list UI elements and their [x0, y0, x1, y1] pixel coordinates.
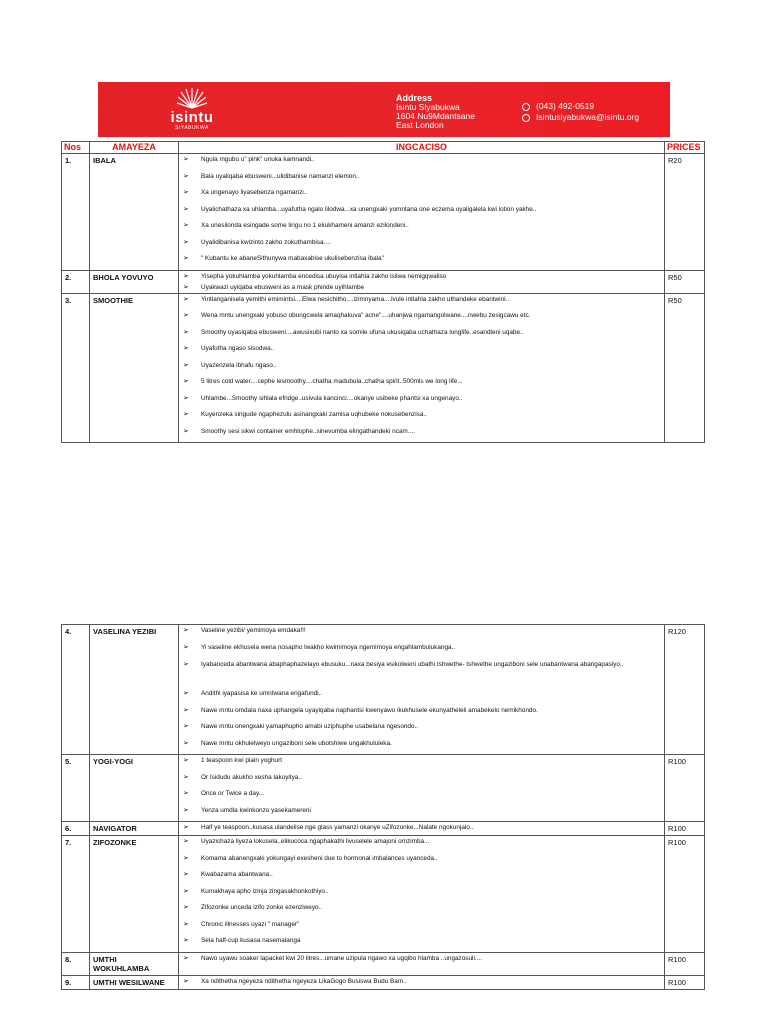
product-price: R100	[665, 836, 705, 953]
sunburst-icon	[176, 86, 208, 110]
column-header-amayeza: AMAYEZA	[90, 142, 179, 154]
column-header-prices: PRICES	[665, 142, 705, 154]
bullet-arrow-icon: ➢	[183, 272, 189, 280]
list-item	[179, 154, 664, 171]
product-price: R50	[665, 270, 705, 293]
bullet-arrow-icon: ➢	[183, 283, 189, 291]
bullet-arrow-icon: ➢	[183, 904, 189, 911]
list-item-text: Half ye teaspoon..kusasa ulandelise nge glass yamanzi okanye uZifozonke...Nalate ngokunjalo..	[201, 824, 474, 831]
list-item	[179, 187, 664, 204]
list-item-text: Bala uyaliqaba ebusweni...ulidibanise namanzi elemon..	[201, 172, 360, 180]
product-price: R100	[665, 755, 705, 822]
list-item-text: Nawo uyawu soaker lapacket kwi 20 litres...umane uzipula ngawo xa ugqibo hlamba ..ungazosuli....	[201, 954, 482, 962]
list-item-text: Smoothy sesi sikwi container emhlophe..sinevumba elingathandeki ncam....	[201, 427, 415, 435]
logo-subtitle: SIYABUKWA	[175, 125, 209, 131]
bullet-arrow-icon: ➢	[183, 427, 189, 435]
list-item-text: Xa ndithetha ngeyeza ndithetha ngeyeza LikaGogo Busiswa Budu Bam..	[201, 977, 407, 985]
bullet-arrow-icon: ➢	[183, 255, 189, 262]
list-item	[179, 376, 664, 393]
address-line: Isintu Siyabukwa	[396, 102, 460, 112]
list-item-text: 1 teaspoon kwi plain yoghurt	[201, 757, 283, 764]
description-list	[179, 271, 664, 293]
list-item-text: Zifozonke unceda izifo zonke ezenziweyo..	[201, 904, 323, 911]
list-item	[179, 688, 664, 705]
bullet-arrow-icon: ➢	[183, 205, 189, 213]
address-line: East London	[396, 120, 444, 130]
bullet-arrow-icon: ➢	[183, 824, 189, 831]
list-item	[179, 953, 664, 964]
list-item	[179, 360, 664, 377]
bullet-arrow-icon: ➢	[183, 806, 189, 814]
product-number: 2.	[62, 270, 90, 293]
list-item-text: Uyafutha ngaso sisodwa..	[201, 345, 275, 352]
description-list	[179, 836, 664, 952]
list-item	[179, 755, 664, 772]
table-body	[62, 154, 705, 443]
list-item	[179, 935, 664, 952]
product-number: 4.	[62, 625, 90, 755]
list-item-text: 5 litres cold water....cephe lesmoothy....chatha madubula..chatha spirit..500mls we long life...	[201, 378, 463, 385]
list-item	[179, 705, 664, 722]
bullet-arrow-icon: ➢	[183, 977, 189, 985]
table-row	[62, 952, 705, 975]
list-item	[179, 976, 664, 987]
bullet-arrow-icon: ➢	[183, 723, 189, 730]
product-name: VASELINA YEZIBI	[90, 625, 179, 755]
bullet-arrow-icon: ➢	[183, 411, 189, 418]
bullet-arrow-icon: ➢	[183, 838, 189, 845]
list-item	[179, 220, 664, 237]
bullet-arrow-icon: ➢	[183, 394, 189, 402]
description-list	[179, 294, 664, 443]
bullet-arrow-icon: ➢	[183, 312, 189, 319]
list-item-text: Once or Twice a day...	[201, 790, 264, 797]
phone-number: (043) 492-0519	[536, 101, 595, 111]
table-row	[62, 822, 705, 836]
list-item	[179, 171, 664, 188]
list-item	[179, 822, 664, 833]
list-item-text: Andithi iyapasisa ke umntwana engafundi..	[201, 690, 323, 697]
list-item-text: Nawe mntu omdala naxa uphangela uyayiqaba naphantsi kwenyawo ikukhusele ekunyatheleli amabekelo nemikhondo.	[201, 706, 538, 714]
product-number: 6.	[62, 822, 90, 836]
list-item-text: Ngula mgubo u" pink" unuka kamnandi..	[201, 156, 315, 163]
product-name: SMOOTHIE	[90, 293, 179, 443]
table-row	[62, 975, 705, 989]
product-description	[179, 625, 665, 755]
bullet-arrow-icon: ➢	[183, 937, 189, 944]
table-row	[62, 154, 705, 271]
list-item	[179, 327, 664, 344]
list-item-text: Komama abanengxaki yokungayi exesheni due to hormonal imbalances uyanceda..	[201, 854, 438, 862]
list-item-text: Sela half-cup kusasa nasemalanga	[201, 937, 301, 944]
list-item-text: Yi vaseline ekhusela wena nosapho lwakho kwimimoya ngemimoya engahlambulukanga..	[201, 643, 456, 651]
product-number: 5.	[62, 755, 90, 822]
product-description	[179, 154, 665, 271]
list-item	[179, 625, 664, 642]
isintu-logo	[164, 86, 220, 134]
list-item-text: Chronic illnesses uyazi " manager"	[201, 920, 300, 928]
product-description	[179, 952, 665, 975]
bullet-arrow-icon: ➢	[183, 189, 189, 196]
list-item	[179, 886, 664, 903]
bullet-arrow-icon: ➢	[183, 295, 189, 303]
product-number: 3.	[62, 293, 90, 443]
product-name: YOGI-YOGI	[90, 755, 179, 822]
list-item-text: " Kubantu ke abaneSithunywa mabaxabise ukulisebenzisa ibala"	[201, 255, 384, 262]
product-description	[179, 975, 665, 989]
list-item-text: Uyazichaza liyeza lokusela..elikucoca ngaphakathi livuselele amajoni omzimba...	[201, 838, 430, 845]
bullet-arrow-icon: ➢	[183, 172, 189, 180]
list-item	[179, 253, 664, 270]
product-price: R100	[665, 952, 705, 975]
product-description	[179, 822, 665, 836]
bullet-arrow-icon: ➢	[183, 156, 189, 163]
list-item-text: Uyazenzela ibhafu ngaso..	[201, 361, 277, 369]
bullet-arrow-icon: ➢	[183, 854, 189, 862]
bullet-arrow-icon: ➢	[183, 661, 189, 668]
bullet-arrow-icon: ➢	[183, 627, 189, 634]
product-price: R120	[665, 625, 705, 755]
list-item	[179, 282, 664, 293]
address-heading: Address	[396, 93, 433, 103]
table-row	[62, 270, 705, 293]
column-header-ingcaciso: INGCACISO	[179, 142, 665, 154]
bullet-arrow-icon: ➢	[183, 222, 189, 229]
bullet-arrow-icon: ➢	[183, 773, 189, 781]
description-list	[179, 755, 664, 821]
list-item	[179, 788, 664, 805]
product-description	[179, 755, 665, 822]
list-item	[179, 805, 664, 822]
product-description	[179, 270, 665, 293]
list-item	[179, 853, 664, 870]
list-item	[179, 271, 664, 282]
table-row	[62, 293, 705, 443]
list-item	[179, 919, 664, 936]
product-name: UMTHI WOKUHLAMBA	[90, 952, 179, 975]
list-item	[179, 902, 664, 919]
list-item-text: Xa unesilonda esingade some lingu no 1 ekukhameni amanzi ezilondeni..	[201, 222, 409, 229]
table-row	[62, 755, 705, 822]
product-number: 1.	[62, 154, 90, 271]
list-item-text: Yenza umdla kwinkonzo yasekamereni	[201, 806, 311, 814]
address-line: 1604 Nu9Mdantsane	[396, 111, 475, 121]
list-item-text: Uyalichathaza xa uhlamba...uyafutha ngalo lilodwa...xa unengxaki yomntana one eczema uyaligalela kwi lotion yakhe..	[201, 205, 537, 213]
list-item	[179, 869, 664, 886]
products-table-page-2	[61, 624, 705, 990]
products-table-page-1	[61, 141, 705, 443]
table-header-row	[62, 142, 705, 154]
description-list	[179, 976, 664, 987]
list-item-text: Smoothy uyasiqaba ebusweni....awusixubi nanto xa somile ufuna ukusiqaba uchathaza longlife..esandleni uqabe..	[201, 328, 524, 336]
product-number: 8.	[62, 952, 90, 975]
contact-block	[522, 101, 639, 123]
list-item-text: Yisepha yokuhlamba yokuhlamba encedisa ubuyisa intlahla zakho isilwa nemigqwaliso	[201, 272, 447, 280]
list-item	[179, 772, 664, 789]
email-address: Isintusiyabukwa@isintu.org	[536, 112, 640, 122]
product-name: IBALA	[90, 154, 179, 271]
bullet-arrow-icon: ➢	[183, 920, 189, 928]
list-item	[179, 310, 664, 327]
bullet-arrow-icon: ➢	[183, 238, 189, 246]
description-list	[179, 953, 664, 964]
product-name: ZIFOZONKE	[90, 836, 179, 953]
product-number: 7.	[62, 836, 90, 953]
list-item-text: Kuyenzeka singude ngaphezulu asinangxaki zamisa uqhubeke nokusebenzisa..	[201, 411, 427, 418]
list-item-text: Yintlanganisela yemithi emimintsi....Elwa nesichitho....izimnyama....lvule intlahla zakho uthandeke ebantwini..	[201, 295, 510, 303]
letterhead-banner	[98, 82, 670, 137]
product-price: R20	[665, 154, 705, 271]
list-item-text: Xa ungenayo liyasebenza ngamanzi..	[201, 189, 308, 196]
product-name: NAVIGATOR	[90, 822, 179, 836]
product-price: R50	[665, 293, 705, 443]
product-description	[179, 293, 665, 443]
list-item	[179, 204, 664, 221]
list-item	[179, 409, 664, 426]
list-item	[179, 294, 664, 311]
column-header-nos: Nos	[62, 142, 90, 154]
list-item	[179, 642, 664, 659]
product-name: UMTHI WESILWANE	[90, 975, 179, 989]
bullet-arrow-icon: ➢	[183, 790, 189, 797]
bullet-arrow-icon: ➢	[183, 954, 189, 962]
list-item	[179, 721, 664, 738]
bullet-arrow-icon: ➢	[183, 706, 189, 714]
description-list	[179, 822, 664, 833]
list-item	[179, 426, 664, 443]
product-name: BHOLA YOVUYO	[90, 270, 179, 293]
list-item	[179, 343, 664, 360]
product-number: 9.	[62, 975, 90, 989]
address-block	[396, 94, 475, 130]
bullet-arrow-icon: ➢	[183, 378, 189, 385]
list-item-text: Uyakwazi uyiqaba ebusweni as a mask phinde uyihlambe	[201, 283, 365, 291]
bullet-arrow-icon: ➢	[183, 757, 189, 764]
list-item-text: Wena mntu unengxaki yobuso obungcwela amaqhakuva" acne"....uhanjwa ngamangolwane....nwebu zesigcawu etc.	[201, 312, 531, 319]
bullet-arrow-icon: ➢	[183, 345, 189, 352]
bullet-arrow-icon: ➢	[183, 887, 189, 895]
list-item-text: Kwabazama abantwana..	[201, 871, 273, 878]
list-item-text: Nawe mntu okhulelweyo ungaziboni sele ubotshiwe ungakhululeka.	[201, 739, 392, 747]
bullet-arrow-icon: ➢	[183, 643, 189, 651]
list-item	[179, 738, 664, 755]
list-item-text: Iyabanceda abantwana abaphaphazelayo ebusuku...naxa besiya esikolweni ubathi tshwethe- tshwethe ungaziboni sele unabantwana abangapasiyo..	[201, 661, 624, 668]
list-item-text: Uhlambe...Smoothy sihlala efridge..usivula kancinci....okanye usibeke phantsi xa ungenayo..	[201, 394, 463, 402]
bullet-arrow-icon: ➢	[183, 328, 189, 336]
list-item-text: Kumakhaya apho izinja zingasakhonkothiyo..	[201, 887, 329, 895]
description-list	[179, 154, 664, 270]
bullet-arrow-icon: ➢	[183, 871, 189, 878]
list-item-text: Vaseline yezibi/ yemimoya emdaka!!!	[201, 627, 306, 634]
product-description	[179, 836, 665, 953]
product-price: R100	[665, 975, 705, 989]
logo-name: isintu	[170, 109, 214, 126]
phone-icon	[522, 103, 530, 111]
email-icon	[522, 114, 530, 122]
table-body	[62, 625, 705, 990]
product-price: R100	[665, 822, 705, 836]
list-item	[179, 836, 664, 853]
table-row	[62, 625, 705, 755]
list-item-text: Or Isidudu akukho xesha lakuyitya..	[201, 773, 302, 781]
list-item-text: Uyalidibanisa kwizinto zakho zokuthambisa....	[201, 238, 331, 246]
bullet-arrow-icon: ➢	[183, 739, 189, 747]
table-row	[62, 836, 705, 953]
description-list	[179, 625, 664, 754]
list-item	[179, 393, 664, 410]
bullet-arrow-icon: ➢	[183, 361, 189, 369]
list-item	[179, 658, 664, 688]
bullet-arrow-icon: ➢	[183, 690, 189, 697]
list-item	[179, 237, 664, 254]
list-item-text: Nawe mntu onengxaki yamaphupho amabi uziphuphe usabelana ngesondo..	[201, 723, 419, 730]
